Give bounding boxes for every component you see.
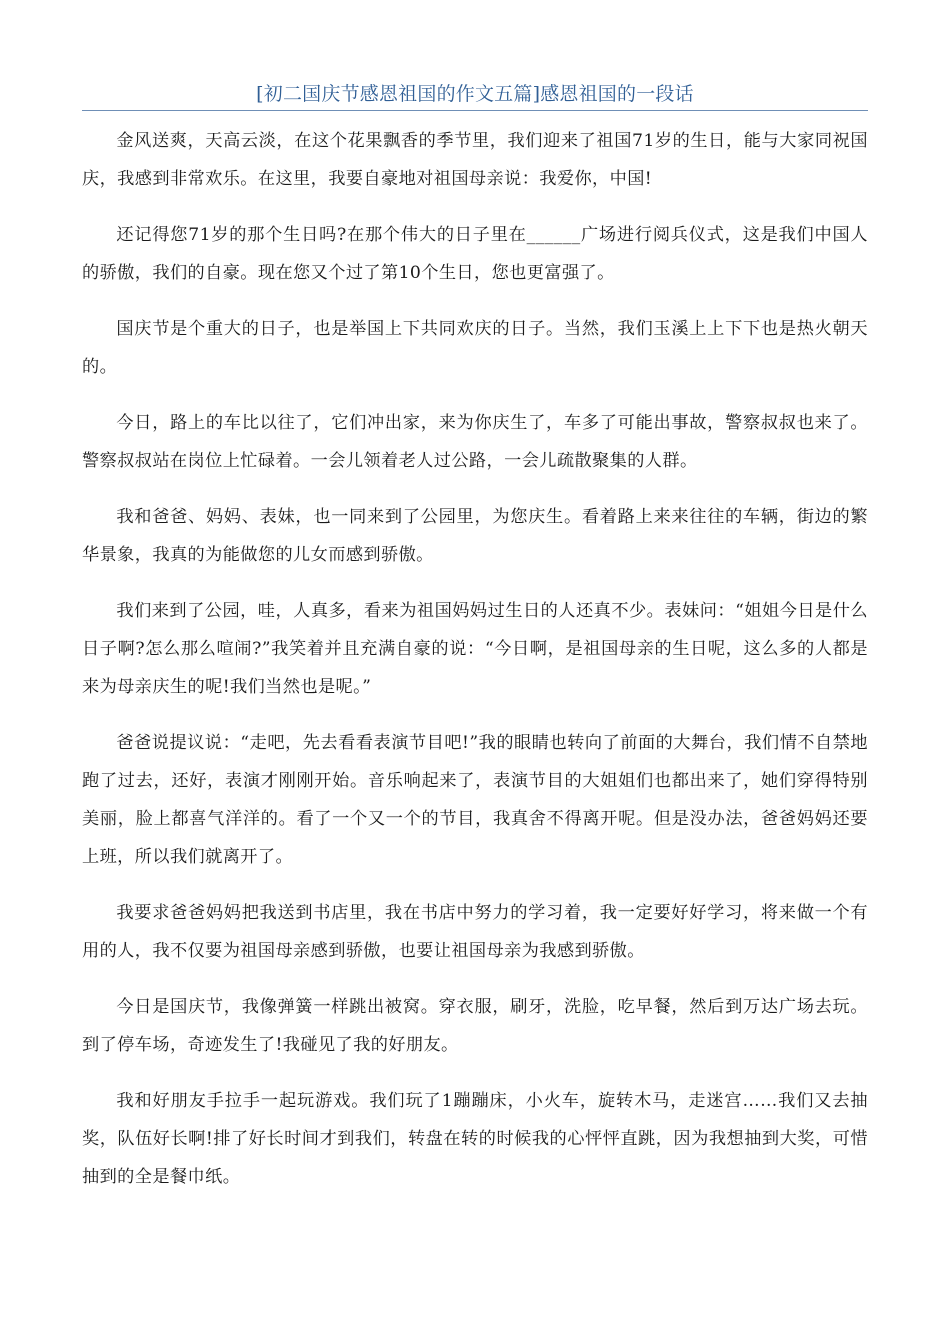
paragraph: 我和好朋友手拉手一起玩游戏。我们玩了1蹦蹦床，小火车，旋转木马，走迷宫……我们又去抽奖，队伍好长啊!排了好长时间才到我们，转盘在转的时候我的心怦怦直跳，因为我想抽到大奖，可惜抽到的全是餐巾纸。	[82, 1091, 868, 1187]
paragraph: 今日是国庆节，我像弹簧一样跳出被窝。穿衣服，刷牙，洗脸，吃早餐，然后到万达广场去玩。到了停车场，奇迹发生了!我碰见了我的好朋友。	[82, 997, 868, 1055]
document-title: [初二国庆节感恩祖国的作文五篇]感恩祖国的一段话	[256, 83, 694, 105]
paragraph: 金风送爽，天高云淡，在这个花果飘香的季节里，我们迎来了祖国71岁的生日，能与大家同祝国庆，我感到非常欢乐。在这里，我要自豪地对祖国母亲说：我爱你，中国!	[82, 131, 868, 189]
paragraph: 我要求爸爸妈妈把我送到书店里，我在书店中努力的学习着，我一定要好好学习，将来做一个有用的人，我不仅要为祖国母亲感到骄傲，也要让祖国母亲为我感到骄傲。	[82, 903, 868, 961]
paragraph: 我和爸爸、妈妈、表妹，也一同来到了公园里，为您庆生。看着路上来来往往的车辆，街边的繁华景象，我真的为能做您的儿女而感到骄傲。	[82, 507, 868, 565]
document-body	[82, 122, 868, 1214]
paragraph: 还记得您71岁的那个生日吗?在那个伟大的日子里在______广场进行阅兵仪式，这是我们中国人的骄傲，我们的自豪。现在您又个过了第10个生日，您也更富强了。	[82, 225, 868, 283]
page-header	[82, 80, 868, 111]
paragraph: 我们来到了公园，哇，人真多，看来为祖国妈妈过生日的人还真不少。表妹问：“姐姐今日是什么日子啊?怎么那么喧闹?”我笑着并且充满自豪的说：“今日啊，是祖国母亲的生日呢，这么多的人都是来为母亲庆生的呢!我们当然也是呢。”	[82, 601, 868, 697]
paragraph: 今日，路上的车比以往了，它们冲出家，来为你庆生了，车多了可能出事故，警察叔叔也来了。警察叔叔站在岗位上忙碌着。一会儿领着老人过公路，一会儿疏散聚集的人群。	[82, 413, 868, 471]
paragraph: 爸爸说提议说：“走吧，先去看看表演节目吧!”我的眼睛也转向了前面的大舞台，我们情不自禁地跑了过去，还好，表演才刚刚开始。音乐响起来了，表演节目的大姐姐们也都出来了，她们穿得特别美丽，脸上都喜气洋洋的。看了一个又一个的节目，我真舍不得离开呢。但是没办法，爸爸妈妈还要上班，所以我们就离开了。	[82, 733, 868, 867]
paragraph: 国庆节是个重大的日子，也是举国上下共同欢庆的日子。当然，我们玉溪上上下下也是热火朝天的。	[82, 319, 868, 377]
